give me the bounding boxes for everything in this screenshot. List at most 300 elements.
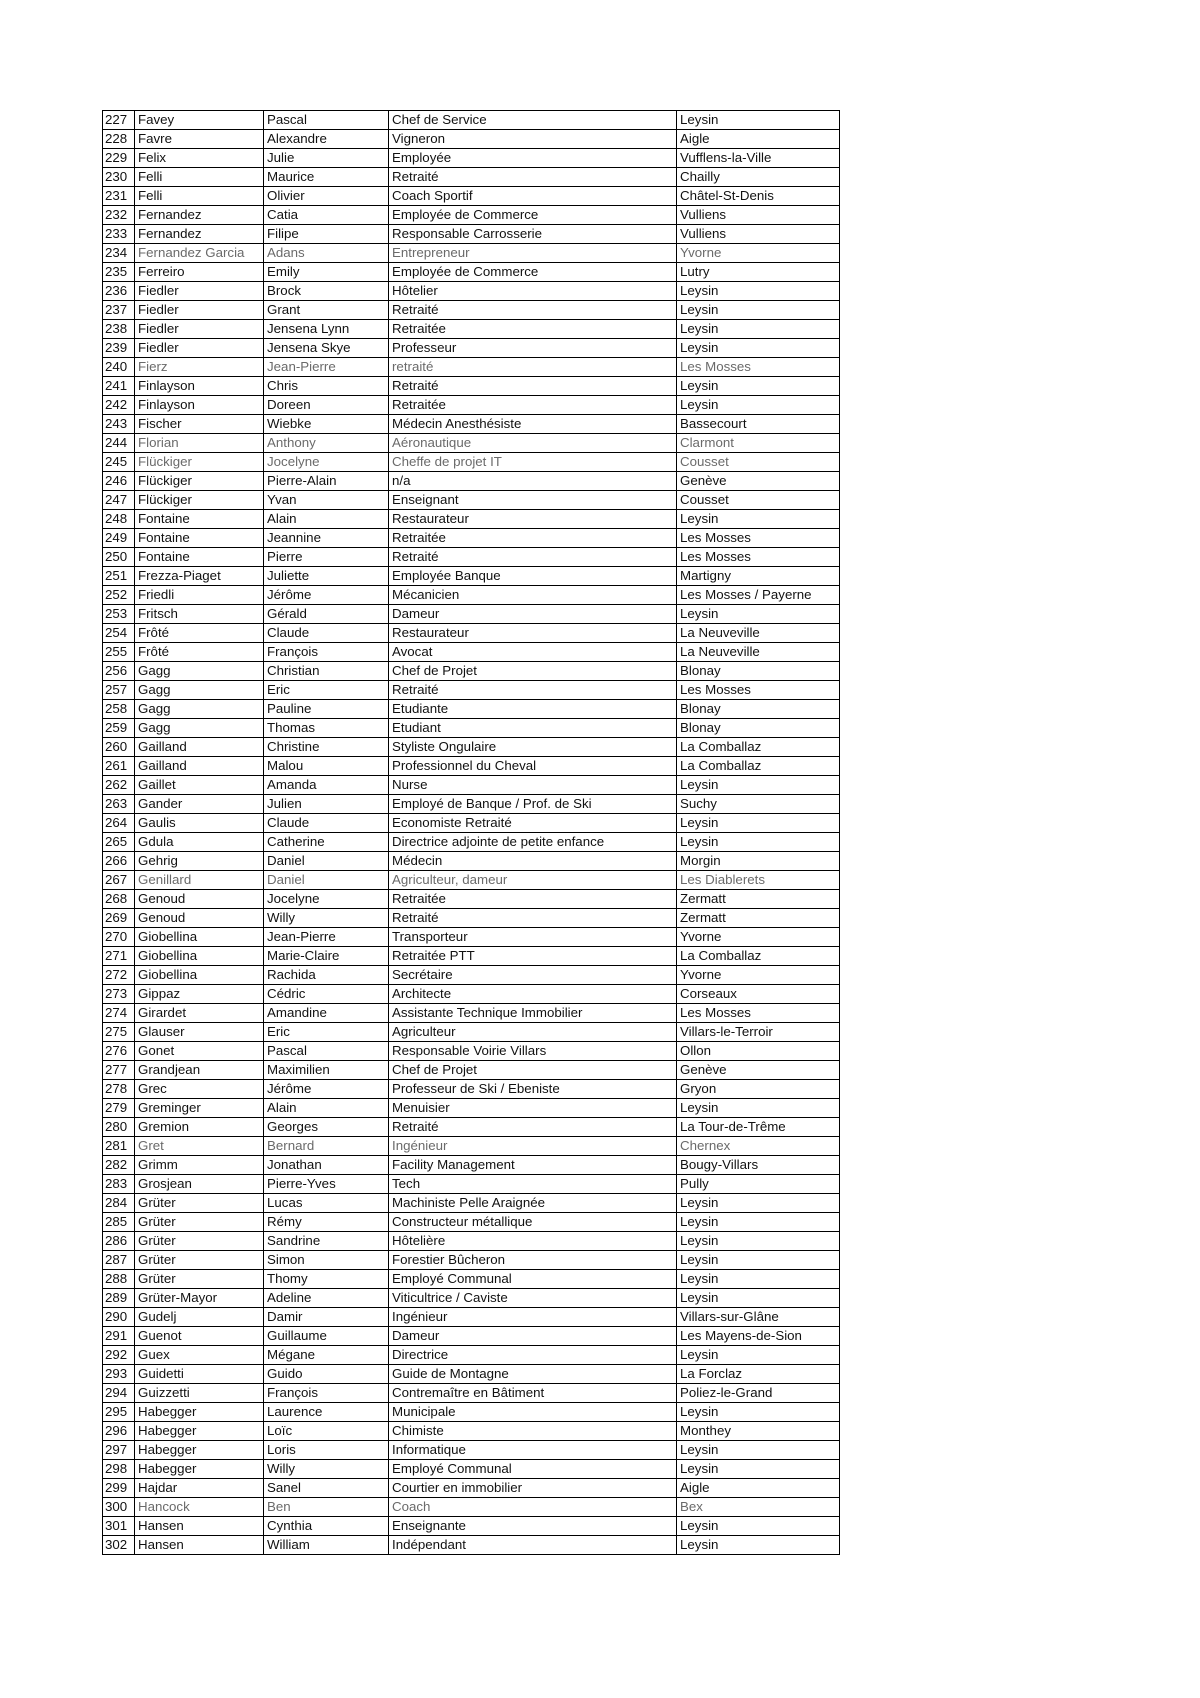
first-name-cell: Jonathan [264, 1156, 389, 1175]
occupation-cell: Retraité [389, 168, 677, 187]
row-number-cell: 258 [103, 700, 135, 719]
locality-cell: Zermatt [677, 890, 840, 909]
table-row [103, 624, 840, 643]
row-number-cell: 249 [103, 529, 135, 548]
table-row [103, 1194, 840, 1213]
locality-cell: Aigle [677, 130, 840, 149]
table-row [103, 244, 840, 263]
row-number-cell: 281 [103, 1137, 135, 1156]
locality-cell: Yvorne [677, 966, 840, 985]
first-name-cell: Willy [264, 1460, 389, 1479]
last-name-cell: Finlayson [135, 396, 264, 415]
locality-cell: Vulliens [677, 225, 840, 244]
first-name-cell: Jérôme [264, 1080, 389, 1099]
locality-cell: Blonay [677, 700, 840, 719]
occupation-cell: Nurse [389, 776, 677, 795]
locality-cell: Gryon [677, 1080, 840, 1099]
row-number-cell: 255 [103, 643, 135, 662]
table-row [103, 890, 840, 909]
first-name-cell: Emily [264, 263, 389, 282]
first-name-cell: Gérald [264, 605, 389, 624]
locality-cell: Leysin [677, 833, 840, 852]
last-name-cell: Glauser [135, 1023, 264, 1042]
occupation-cell: Architecte [389, 985, 677, 1004]
last-name-cell: Gehrig [135, 852, 264, 871]
row-number-cell: 295 [103, 1403, 135, 1422]
row-number-cell: 245 [103, 453, 135, 472]
table-row [103, 168, 840, 187]
first-name-cell: Christian [264, 662, 389, 681]
occupation-cell: Tech [389, 1175, 677, 1194]
last-name-cell: Guizzetti [135, 1384, 264, 1403]
occupation-cell: Vigneron [389, 130, 677, 149]
occupation-cell: Entrepreneur [389, 244, 677, 263]
first-name-cell: Eric [264, 1023, 389, 1042]
first-name-cell: Julien [264, 795, 389, 814]
last-name-cell: Habegger [135, 1441, 264, 1460]
occupation-cell: Directrice adjointe de petite enfance [389, 833, 677, 852]
locality-cell: La Neuveville [677, 643, 840, 662]
locality-cell: Chailly [677, 168, 840, 187]
occupation-cell: Retraitée PTT [389, 947, 677, 966]
last-name-cell: Frezza-Piaget [135, 567, 264, 586]
occupation-cell: Directrice [389, 1346, 677, 1365]
last-name-cell: Finlayson [135, 377, 264, 396]
first-name-cell: Jean-Pierre [264, 928, 389, 947]
table-row [103, 396, 840, 415]
last-name-cell: Grüter [135, 1213, 264, 1232]
row-number-cell: 234 [103, 244, 135, 263]
row-number-cell: 292 [103, 1346, 135, 1365]
occupation-cell: Etudiant [389, 719, 677, 738]
row-number-cell: 276 [103, 1042, 135, 1061]
row-number-cell: 243 [103, 415, 135, 434]
occupation-cell: Ingénieur [389, 1308, 677, 1327]
occupation-cell: Etudiante [389, 700, 677, 719]
locality-cell: Blonay [677, 719, 840, 738]
row-number-cell: 232 [103, 206, 135, 225]
table-row [103, 1251, 840, 1270]
last-name-cell: Gagg [135, 700, 264, 719]
first-name-cell: Sanel [264, 1479, 389, 1498]
locality-cell: Bougy-Villars [677, 1156, 840, 1175]
table-row [103, 1289, 840, 1308]
first-name-cell: Wiebke [264, 415, 389, 434]
first-name-cell: Jean-Pierre [264, 358, 389, 377]
table-row [103, 510, 840, 529]
table-row [103, 814, 840, 833]
row-number-cell: 279 [103, 1099, 135, 1118]
last-name-cell: Fierz [135, 358, 264, 377]
first-name-cell: Brock [264, 282, 389, 301]
occupation-cell: Responsable Voirie Villars [389, 1042, 677, 1061]
occupation-cell: Restaurateur [389, 624, 677, 643]
table-row [103, 871, 840, 890]
last-name-cell: Gagg [135, 681, 264, 700]
table-row [103, 339, 840, 358]
last-name-cell: Greminger [135, 1099, 264, 1118]
row-number-cell: 283 [103, 1175, 135, 1194]
table-row [103, 1536, 840, 1555]
first-name-cell: Catia [264, 206, 389, 225]
table-row [103, 434, 840, 453]
first-name-cell: Laurence [264, 1403, 389, 1422]
occupation-cell: Retraité [389, 301, 677, 320]
occupation-cell: Dameur [389, 1327, 677, 1346]
first-name-cell: François [264, 1384, 389, 1403]
table-row [103, 1023, 840, 1042]
table-row [103, 1384, 840, 1403]
last-name-cell: Friedli [135, 586, 264, 605]
first-name-cell: Marie-Claire [264, 947, 389, 966]
occupation-cell: Avocat [389, 643, 677, 662]
table-row [103, 225, 840, 244]
table-row [103, 1004, 840, 1023]
first-name-cell: Simon [264, 1251, 389, 1270]
locality-cell: Chernex [677, 1137, 840, 1156]
last-name-cell: Habegger [135, 1460, 264, 1479]
locality-cell: Leysin [677, 1460, 840, 1479]
locality-cell: Leysin [677, 1270, 840, 1289]
occupation-cell: Chef de Projet [389, 1061, 677, 1080]
table-row [103, 833, 840, 852]
first-name-cell: François [264, 643, 389, 662]
locality-cell: Genève [677, 472, 840, 491]
last-name-cell: Guex [135, 1346, 264, 1365]
first-name-cell: Pierre-Alain [264, 472, 389, 491]
locality-cell: Ollon [677, 1042, 840, 1061]
first-name-cell: Cédric [264, 985, 389, 1004]
first-name-cell: Maurice [264, 168, 389, 187]
first-name-cell: Alain [264, 510, 389, 529]
table-row [103, 1422, 840, 1441]
row-number-cell: 237 [103, 301, 135, 320]
locality-cell: Les Mosses [677, 529, 840, 548]
last-name-cell: Giobellina [135, 966, 264, 985]
occupation-cell: Retraité [389, 909, 677, 928]
row-number-cell: 270 [103, 928, 135, 947]
table-row [103, 605, 840, 624]
row-number-cell: 266 [103, 852, 135, 871]
row-number-cell: 238 [103, 320, 135, 339]
first-name-cell: Alain [264, 1099, 389, 1118]
first-name-cell: Pierre [264, 548, 389, 567]
row-number-cell: 233 [103, 225, 135, 244]
occupation-cell: Chef de Projet [389, 662, 677, 681]
table-row [103, 1099, 840, 1118]
row-number-cell: 296 [103, 1422, 135, 1441]
row-number-cell: 229 [103, 149, 135, 168]
row-number-cell: 302 [103, 1536, 135, 1555]
row-number-cell: 251 [103, 567, 135, 586]
first-name-cell: Jensena Lynn [264, 320, 389, 339]
occupation-cell: Economiste Retraité [389, 814, 677, 833]
locality-cell: Poliez-le-Grand [677, 1384, 840, 1403]
last-name-cell: Gudelj [135, 1308, 264, 1327]
row-number-cell: 246 [103, 472, 135, 491]
occupation-cell: Retraité [389, 377, 677, 396]
first-name-cell: Yvan [264, 491, 389, 510]
locality-cell: Vufflens-la-Ville [677, 149, 840, 168]
last-name-cell: Gailland [135, 757, 264, 776]
locality-cell: Leysin [677, 814, 840, 833]
locality-cell: Zermatt [677, 909, 840, 928]
first-name-cell: Sandrine [264, 1232, 389, 1251]
row-number-cell: 230 [103, 168, 135, 187]
occupation-cell: Médecin [389, 852, 677, 871]
last-name-cell: Girardet [135, 1004, 264, 1023]
row-number-cell: 227 [103, 111, 135, 130]
first-name-cell: Daniel [264, 852, 389, 871]
table-row [103, 643, 840, 662]
locality-cell: Leysin [677, 377, 840, 396]
table-row [103, 472, 840, 491]
occupation-cell: Responsable Carrosserie [389, 225, 677, 244]
occupation-cell: Médecin Anesthésiste [389, 415, 677, 434]
last-name-cell: Gonet [135, 1042, 264, 1061]
first-name-cell: Christine [264, 738, 389, 757]
first-name-cell: Julie [264, 149, 389, 168]
first-name-cell: Ben [264, 1498, 389, 1517]
locality-cell: Vulliens [677, 206, 840, 225]
occupation-cell: Aéronautique [389, 434, 677, 453]
locality-cell: Leysin [677, 1536, 840, 1555]
locality-cell: Les Mosses [677, 681, 840, 700]
locality-cell: Blonay [677, 662, 840, 681]
table-row [103, 491, 840, 510]
row-number-cell: 264 [103, 814, 135, 833]
row-number-cell: 228 [103, 130, 135, 149]
table-row [103, 662, 840, 681]
last-name-cell: Felli [135, 168, 264, 187]
last-name-cell: Fernandez [135, 206, 264, 225]
occupation-cell: Machiniste Pelle Araignée [389, 1194, 677, 1213]
occupation-cell: Retraitée [389, 529, 677, 548]
last-name-cell: Fiedler [135, 282, 264, 301]
table-row [103, 719, 840, 738]
first-name-cell: Cynthia [264, 1517, 389, 1536]
occupation-cell: Retraitée [389, 890, 677, 909]
occupation-cell: Hôtelière [389, 1232, 677, 1251]
occupation-cell: Retraité [389, 1118, 677, 1137]
table-row [103, 1346, 840, 1365]
locality-cell: Leysin [677, 1403, 840, 1422]
locality-cell: Villars-le-Terroir [677, 1023, 840, 1042]
occupation-cell: Chef de Service [389, 111, 677, 130]
table-row [103, 320, 840, 339]
row-number-cell: 254 [103, 624, 135, 643]
locality-cell: Leysin [677, 1441, 840, 1460]
occupation-cell: Courtier en immobilier [389, 1479, 677, 1498]
row-number-cell: 260 [103, 738, 135, 757]
row-number-cell: 253 [103, 605, 135, 624]
row-number-cell: 280 [103, 1118, 135, 1137]
row-number-cell: 271 [103, 947, 135, 966]
locality-cell: Leysin [677, 1251, 840, 1270]
row-number-cell: 267 [103, 871, 135, 890]
last-name-cell: Fernandez [135, 225, 264, 244]
first-name-cell: Jeannine [264, 529, 389, 548]
row-number-cell: 265 [103, 833, 135, 852]
occupation-cell: Employée de Commerce [389, 263, 677, 282]
last-name-cell: Grandjean [135, 1061, 264, 1080]
last-name-cell: Hajdar [135, 1479, 264, 1498]
locality-cell: Leysin [677, 1517, 840, 1536]
table-row [103, 985, 840, 1004]
table-row [103, 301, 840, 320]
member-list-body [103, 111, 840, 1555]
last-name-cell: Gander [135, 795, 264, 814]
occupation-cell: Employé Communal [389, 1460, 677, 1479]
table-row [103, 1137, 840, 1156]
table-row [103, 377, 840, 396]
occupation-cell: Guide de Montagne [389, 1365, 677, 1384]
table-row [103, 149, 840, 168]
table-row [103, 1232, 840, 1251]
locality-cell: Châtel-St-Denis [677, 187, 840, 206]
last-name-cell: Hansen [135, 1517, 264, 1536]
row-number-cell: 247 [103, 491, 135, 510]
occupation-cell: Constructeur métallique [389, 1213, 677, 1232]
last-name-cell: Gippaz [135, 985, 264, 1004]
table-row [103, 1403, 840, 1422]
locality-cell: Corseaux [677, 985, 840, 1004]
row-number-cell: 278 [103, 1080, 135, 1099]
occupation-cell: Forestier Bûcheron [389, 1251, 677, 1270]
table-row [103, 263, 840, 282]
table-row [103, 358, 840, 377]
locality-cell: Cousset [677, 491, 840, 510]
occupation-cell: Ingénieur [389, 1137, 677, 1156]
first-name-cell: Adans [264, 244, 389, 263]
row-number-cell: 268 [103, 890, 135, 909]
table-row [103, 1308, 840, 1327]
last-name-cell: Flückiger [135, 472, 264, 491]
occupation-cell: Coach [389, 1498, 677, 1517]
first-name-cell: Loïc [264, 1422, 389, 1441]
last-name-cell: Felli [135, 187, 264, 206]
last-name-cell: Genoud [135, 890, 264, 909]
last-name-cell: Fritsch [135, 605, 264, 624]
last-name-cell: Gaulis [135, 814, 264, 833]
first-name-cell: Damir [264, 1308, 389, 1327]
locality-cell: Suchy [677, 795, 840, 814]
occupation-cell: Employée de Commerce [389, 206, 677, 225]
last-name-cell: Gagg [135, 719, 264, 738]
locality-cell: Monthey [677, 1422, 840, 1441]
locality-cell: Les Mosses [677, 358, 840, 377]
occupation-cell: Agriculteur [389, 1023, 677, 1042]
occupation-cell: Styliste Ongulaire [389, 738, 677, 757]
table-row [103, 453, 840, 472]
locality-cell: La Neuveville [677, 624, 840, 643]
occupation-cell: Contremaître en Bâtiment [389, 1384, 677, 1403]
table-row [103, 966, 840, 985]
first-name-cell: Juliette [264, 567, 389, 586]
occupation-cell: Professeur de Ski / Ebeniste [389, 1080, 677, 1099]
row-number-cell: 277 [103, 1061, 135, 1080]
occupation-cell: Informatique [389, 1441, 677, 1460]
first-name-cell: Thomas [264, 719, 389, 738]
occupation-cell: Transporteur [389, 928, 677, 947]
first-name-cell: Bernard [264, 1137, 389, 1156]
row-number-cell: 262 [103, 776, 135, 795]
row-number-cell: 242 [103, 396, 135, 415]
table-row [103, 928, 840, 947]
locality-cell: La Comballaz [677, 738, 840, 757]
locality-cell: Yvorne [677, 928, 840, 947]
last-name-cell: Gret [135, 1137, 264, 1156]
table-row [103, 415, 840, 434]
last-name-cell: Grüter [135, 1194, 264, 1213]
table-row [103, 206, 840, 225]
locality-cell: Leysin [677, 776, 840, 795]
row-number-cell: 235 [103, 263, 135, 282]
occupation-cell: Secrétaire [389, 966, 677, 985]
occupation-cell: Retraité [389, 681, 677, 700]
row-number-cell: 252 [103, 586, 135, 605]
occupation-cell: Facility Management [389, 1156, 677, 1175]
table-row [103, 1479, 840, 1498]
table-row [103, 1118, 840, 1137]
first-name-cell: Mégane [264, 1346, 389, 1365]
occupation-cell: Agriculteur, dameur [389, 871, 677, 890]
first-name-cell: Claude [264, 814, 389, 833]
last-name-cell: Fontaine [135, 529, 264, 548]
last-name-cell: Grüter [135, 1251, 264, 1270]
table-row [103, 111, 840, 130]
locality-cell: Lutry [677, 263, 840, 282]
first-name-cell: William [264, 1536, 389, 1555]
table-row [103, 947, 840, 966]
table-row [103, 738, 840, 757]
first-name-cell: Guido [264, 1365, 389, 1384]
locality-cell: Morgin [677, 852, 840, 871]
last-name-cell: Genillard [135, 871, 264, 890]
last-name-cell: Gaillet [135, 776, 264, 795]
last-name-cell: Favre [135, 130, 264, 149]
occupation-cell: Mécanicien [389, 586, 677, 605]
table-row [103, 1498, 840, 1517]
row-number-cell: 289 [103, 1289, 135, 1308]
occupation-cell: Assistante Technique Immobilier [389, 1004, 677, 1023]
last-name-cell: Fischer [135, 415, 264, 434]
table-row [103, 586, 840, 605]
row-number-cell: 248 [103, 510, 135, 529]
locality-cell: Bassecourt [677, 415, 840, 434]
row-number-cell: 244 [103, 434, 135, 453]
locality-cell: Aigle [677, 1479, 840, 1498]
occupation-cell: Employé Communal [389, 1270, 677, 1289]
row-number-cell: 274 [103, 1004, 135, 1023]
occupation-cell: Municipale [389, 1403, 677, 1422]
first-name-cell: Loris [264, 1441, 389, 1460]
last-name-cell: Hancock [135, 1498, 264, 1517]
table-row [103, 700, 840, 719]
row-number-cell: 239 [103, 339, 135, 358]
table-row [103, 1175, 840, 1194]
occupation-cell: Menuisier [389, 1099, 677, 1118]
locality-cell: Genève [677, 1061, 840, 1080]
first-name-cell: Adeline [264, 1289, 389, 1308]
locality-cell: La Comballaz [677, 947, 840, 966]
occupation-cell: Professeur [389, 339, 677, 358]
locality-cell: Leysin [677, 301, 840, 320]
locality-cell: La Tour-de-Trême [677, 1118, 840, 1137]
last-name-cell: Grüter [135, 1270, 264, 1289]
table-row [103, 567, 840, 586]
last-name-cell: Guidetti [135, 1365, 264, 1384]
